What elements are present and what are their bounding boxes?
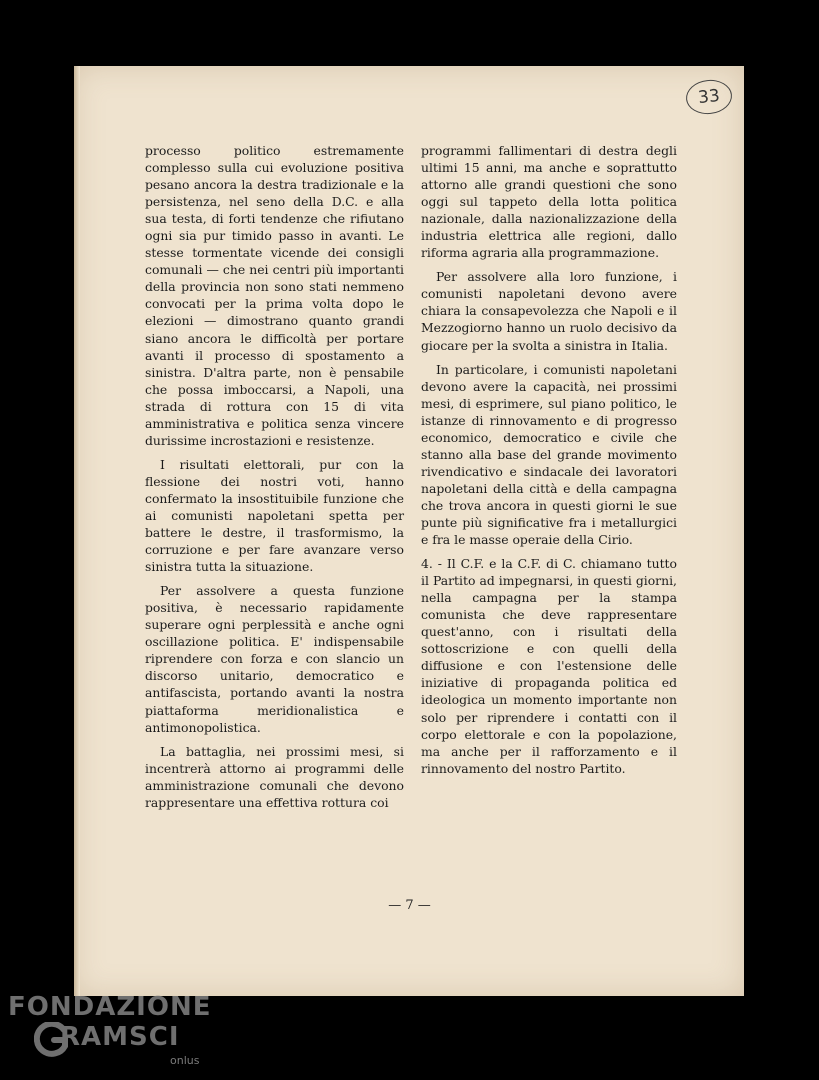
paragraph: processo politico estremamente complesso sulla cui evoluzione positiva pesano ancora la destra tradizionale e la persistenza, nel seno della D.C. e alla sua testa, di forti tendenze che rifiutano ogni sia pur timido passo in avanti. Le stesse tormentate vicende dei consigli comunali — che nei centri più importanti della provincia non sono stati nemmeno convocati per la prima volta dopo le elezioni — dimostrano quanto grandi siano ancora le difficoltà per portare avanti il processo di spostamento a sinistra. D'altra parte, non è pensabile che possa imboccarsi, a Napoli, una strada di rottura con 15 di vita amministrativa e politica senza vincere durissime incrostazioni e resistenze. (145, 143, 404, 448)
fondazione-gramsci-logo (4, 992, 212, 1076)
left-column (145, 142, 404, 818)
logo-line1: FONDAZIONE (8, 992, 212, 1022)
page-number: — 7 — (388, 898, 431, 913)
paragraph: I risultati elettorali, pur con la flessione dei nostri voti, hanno confermato la insostituibile funzione che ai comunisti napoletani spetta per battere le destre, il trasformismo, la corruzione e per fare avanzare verso sinistra tutta la situazione. (145, 456, 404, 575)
paragraph: Per assolvere a questa funzione positiva, è necessario rapidamente superare ogni perplessità e anche ogni oscillazione politica. E' indispensabile riprendere con forza e con slancio un discorso unitario, democratico e antifascista, portando avanti la nostra piattaforma meridionalistica e antimonopolistica. (145, 583, 404, 735)
handwritten-page-annotation: 33 (684, 78, 733, 117)
section-paragraph: 4. - Il C.F. e la C.F. di C. chiamano tutto il Partito ad impegnarsi, in questi giorni, nella campagna per la stampa comunista che deve rappresentare quest'anno, con i risultati della sottoscrizione e con quelli della diffusione e con l'estensione delle iniziative di propaganda politica ed ideologica un momento importante non solo per riprendere i contatti con il corpo elettorale e con la popolazione, ma anche per il rafforzamento e il rinnovamento del nostro Partito. (421, 556, 677, 776)
logo-line2: RAMSCI (60, 1022, 180, 1052)
paragraph: Per assolvere alla loro funzione, i comunisti napoletani devono avere chiara la consapevolezza che Napoli e il Mezzogiorno hanno un ruolo decisivo da giocare per la svolta a sinistra in Italia. (421, 269, 677, 353)
paragraph: La battaglia, nei prossimi mesi, si incentrerà attorno ai programmi delle amministrazione comunali che devono rappresentare una effettiva rottura coi (145, 743, 404, 810)
paragraph: In particolare, i comunisti napoletani devono avere la capacità, nei prossimi mesi, di esprimere, sul piano politico, le istanze di rinnovamento e di progresso economico, democratico e civile che stanno alla base del grande movimento rivendicativo e sindacale dei lavoratori napoletani della città e della campagna che trova ancora in questi giorni le sue punte più significative fra i metallurgici e fra le masse operaie della Cirio. (421, 361, 677, 548)
right-column (421, 142, 677, 784)
paragraph: programmi fallimentari di destra degli ultimi 15 anni, ma anche e soprattutto attorno alle grandi questioni che sono oggi sul tappeto della lotta politica nazionale, dalla nazionalizzazione della industria elettrica alle regioni, dallo riforma agraria alla programmazione. (421, 143, 677, 261)
page-edge (74, 66, 80, 996)
logo-subtitle: onlus (170, 1054, 200, 1067)
